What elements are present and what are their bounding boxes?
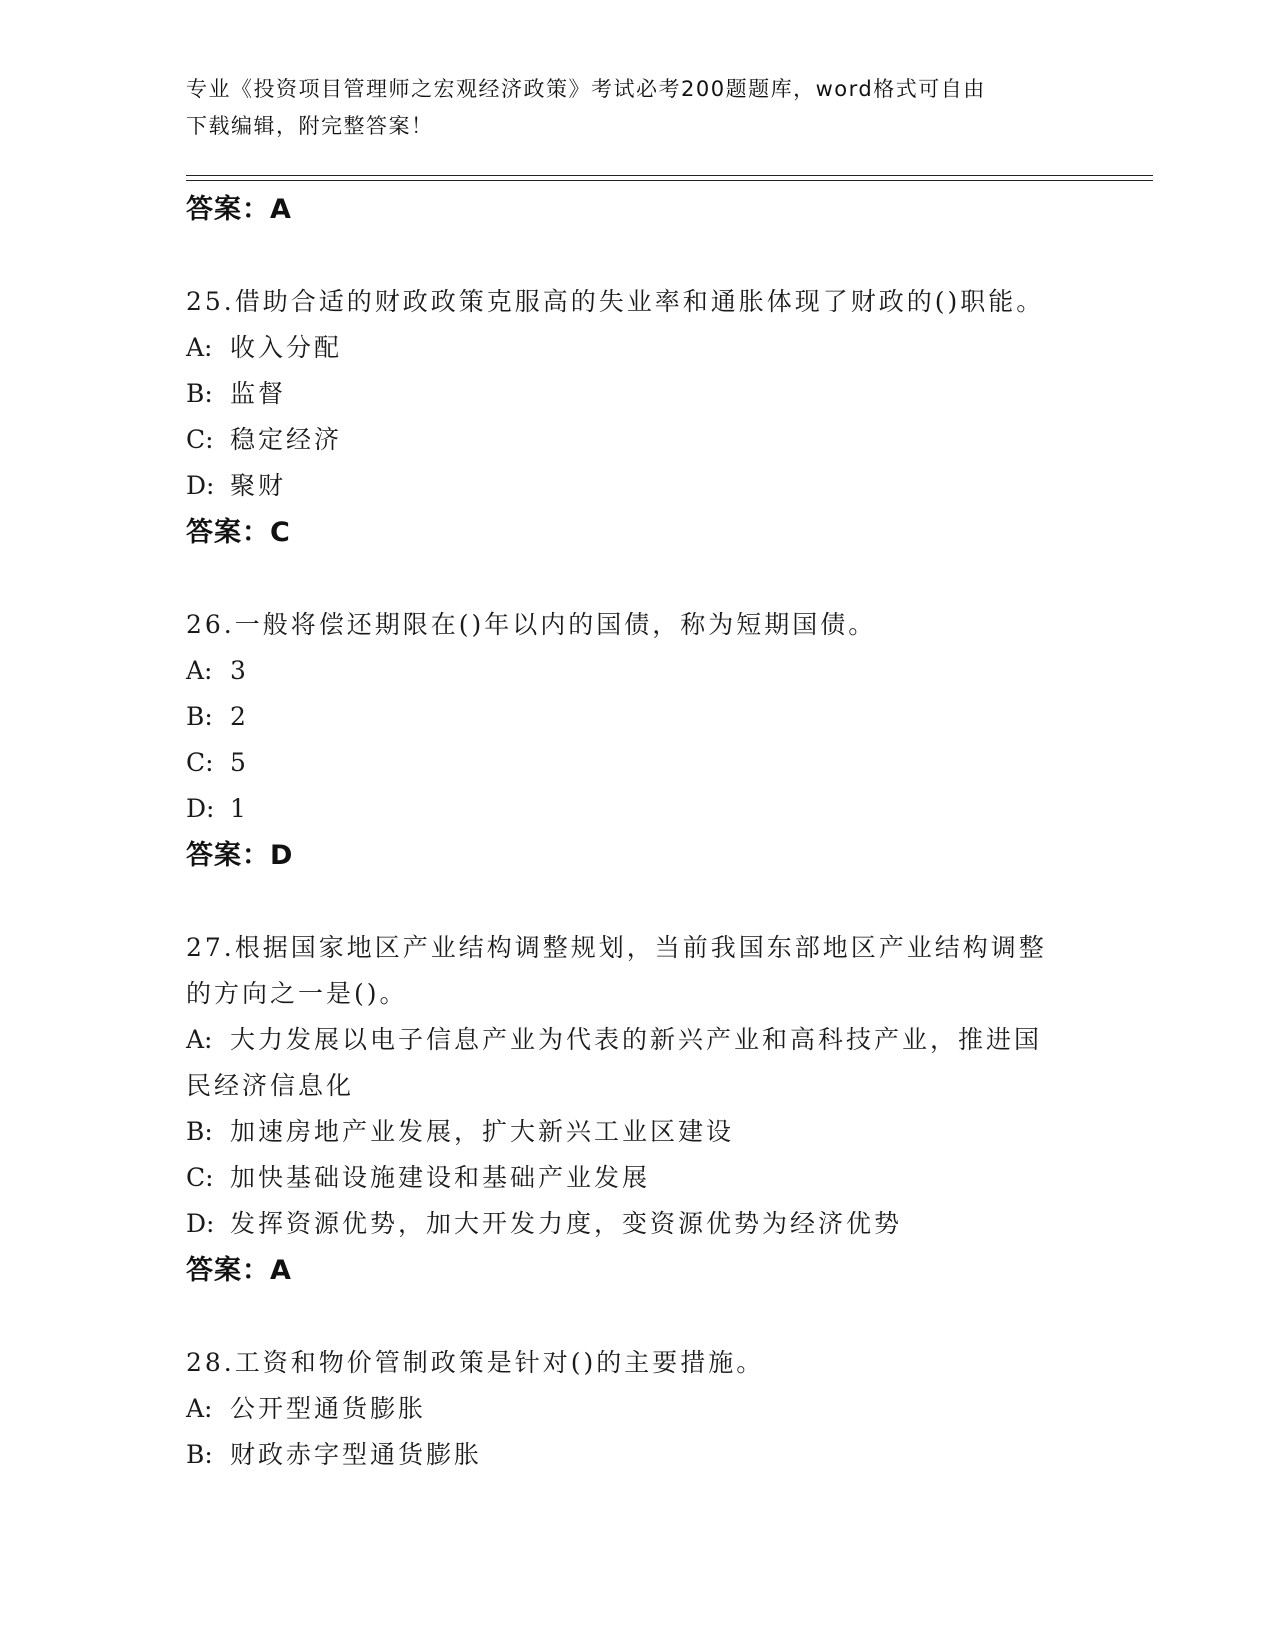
option-a (186, 1386, 1086, 1432)
option-text: 收入分配 (230, 333, 343, 362)
option-text: 监督 (230, 379, 287, 408)
option-label: D: (186, 794, 215, 823)
option-label: B: (186, 1440, 213, 1469)
answer-line: 答案：A (186, 194, 292, 225)
header-divider-top (186, 175, 1153, 176)
option-text: 公开型通货膨胀 (230, 1394, 427, 1423)
question-27 (186, 925, 1086, 1295)
option-b (186, 1432, 1086, 1478)
option-a (186, 325, 1086, 371)
option-d (186, 786, 1086, 832)
option-a (186, 648, 1086, 694)
option-text: 1 (230, 794, 249, 823)
option-text: 稳定经济 (230, 425, 343, 454)
question-stem-line-2: 的方向之一是()。 (186, 979, 408, 1008)
header-divider-bottom (186, 180, 1153, 181)
question-28 (186, 1340, 1086, 1478)
option-label: B: (186, 1117, 213, 1146)
document-header (186, 71, 1086, 145)
answer-line: 答案：A (186, 1255, 292, 1286)
option-b (186, 371, 1086, 417)
option-label: A: (186, 1394, 213, 1423)
option-text: 加速房地产业发展，扩大新兴工业区建设 (230, 1117, 735, 1146)
option-c (186, 1155, 1086, 1201)
question-26 (186, 602, 1086, 880)
option-text: 加快基础设施建设和基础产业发展 (230, 1163, 651, 1192)
option-label: A: (186, 333, 213, 362)
option-label: C: (186, 1163, 214, 1192)
option-label: A: (186, 656, 213, 685)
option-d (186, 463, 1086, 509)
option-b (186, 694, 1086, 740)
header-line-2: 下载编辑，附完整答案！ (186, 114, 434, 138)
option-label: C: (186, 425, 214, 454)
option-label: B: (186, 379, 213, 408)
option-a (186, 1017, 1086, 1063)
option-label: A: (186, 1025, 213, 1054)
header-line-1: 专业《投资项目管理师之宏观经济政策》考试必考200题题库，word格式可自由 (186, 77, 986, 101)
question-stem: 28.工资和物价管制政策是针对()的主要措施。 (186, 1348, 765, 1377)
option-text: 3 (230, 656, 249, 685)
option-d (186, 1201, 1086, 1247)
option-label: C: (186, 748, 214, 777)
option-b (186, 1109, 1086, 1155)
option-text: 聚财 (230, 471, 287, 500)
option-text-line-1: 大力发展以电子信息产业为代表的新兴产业和高科技产业，推进国 (230, 1025, 1043, 1054)
question-stem: 26.一般将偿还期限在()年以内的国债，称为短期国债。 (186, 610, 877, 639)
option-c (186, 417, 1086, 463)
answer-line: 答案：C (186, 517, 291, 548)
option-text: 5 (230, 748, 249, 777)
option-label: B: (186, 702, 213, 731)
document-body (186, 186, 1086, 1478)
question-stem-line-1: 27.根据国家地区产业结构调整规划，当前我国东部地区产业结构调整 (186, 933, 1047, 962)
option-text: 财政赤字型通货膨胀 (230, 1440, 483, 1469)
option-label: D: (186, 471, 215, 500)
option-text: 发挥资源优势，加大开发力度，变资源优势为经济优势 (230, 1209, 903, 1238)
option-text: 2 (230, 702, 249, 731)
question-stem: 25.借助合适的财政政策克服高的失业率和通胀体现了财政的()职能。 (186, 287, 1045, 316)
option-a-continuation: 民经济信息化 (186, 1071, 355, 1100)
option-label: D: (186, 1209, 215, 1238)
question-25 (186, 279, 1086, 557)
answer-line: 答案：D (186, 840, 294, 871)
option-c (186, 740, 1086, 786)
